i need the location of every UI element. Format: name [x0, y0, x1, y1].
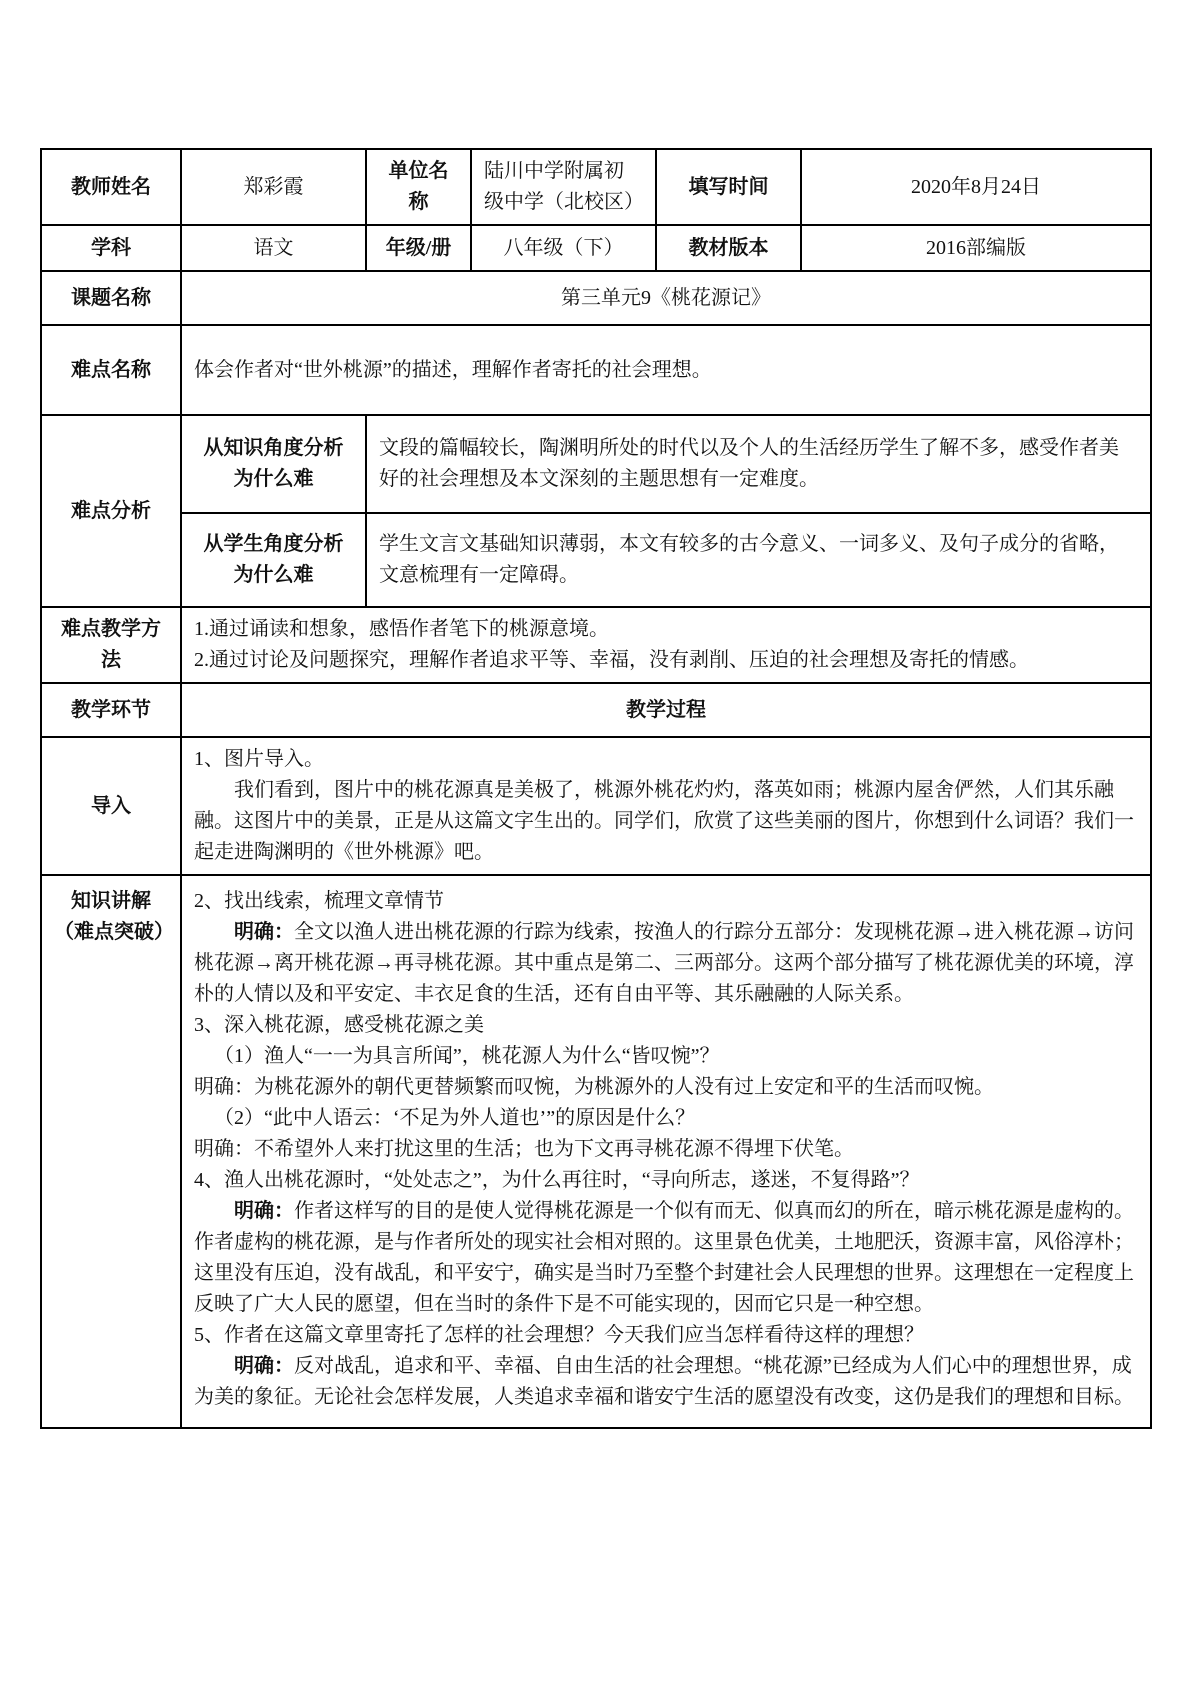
answer-prefix: 明确：	[234, 1355, 294, 1377]
paragraph: 明确：为桃花源外的朝代更替频繁而叹惋，为桃源外的人没有过上安定和平的生活而叹惋。	[194, 1076, 994, 1098]
topic-label: 课题名称	[41, 271, 181, 325]
lesson-plan-table	[40, 148, 1152, 1429]
teacher-name-value: 郑彩霞	[181, 149, 366, 225]
knowledge-label-line2: （难点突破）	[54, 921, 174, 943]
table-row	[41, 607, 1151, 683]
answer-prefix: 明确：	[234, 921, 294, 943]
table-row	[41, 325, 1151, 415]
difficulty-name-label: 难点名称	[41, 325, 181, 415]
knowledge-content	[181, 875, 1151, 1428]
knowledge-label	[41, 875, 181, 1428]
method-item: 1.通过诵读和想象，感悟作者笔下的桃源意境。	[194, 618, 609, 640]
paragraph: 3、深入桃花源，感受桃花源之美	[194, 1014, 484, 1036]
knowledge-angle-value: 文段的篇幅较长，陶渊明所处的时代以及个人的生活经历学生了解不多，感受作者美好的社会理想及本文深刻的主题思想有一定难度。	[366, 415, 1151, 513]
fill-date-label: 填写时间	[656, 149, 801, 225]
paragraph: （1）渔人“一一为具言所闻”，桃花源人为什么“皆叹惋”？	[214, 1045, 720, 1067]
subject-value: 语文	[181, 225, 366, 271]
table-row	[41, 683, 1151, 737]
edition-value: 2016部编版	[801, 225, 1151, 271]
grade-label: 年级/册	[366, 225, 471, 271]
intro-content	[181, 737, 1151, 875]
teaching-method-label: 难点教学方法	[41, 607, 181, 683]
intro-title: 1、图片导入。	[194, 748, 324, 770]
difficulty-analysis-label: 难点分析	[41, 415, 181, 607]
process-title: 教学过程	[181, 683, 1151, 737]
answer-prefix: 明确：	[234, 1200, 294, 1222]
paragraph: 5、作者在这篇文章里寄托了怎样的社会理想？今天我们应当怎样看待这样的理想？	[194, 1324, 924, 1346]
teacher-name-label: 教师姓名	[41, 149, 181, 225]
subject-label: 学科	[41, 225, 181, 271]
paragraph	[194, 1196, 1138, 1320]
method-item: 2.通过讨论及问题探究，理解作者追求平等、幸福，没有剥削、压迫的社会理想及寄托的情感。	[194, 649, 1029, 671]
table-row	[41, 415, 1151, 513]
paragraph: （2）“此中人语云：‘不足为外人道也’”的原因是什么？	[214, 1107, 696, 1129]
unit-name-label: 单位名称	[366, 149, 471, 225]
student-angle-label: 从学生角度分析为什么难	[181, 513, 366, 607]
intro-body: 我们看到，图片中的桃花源真是美极了，桃源外桃花灼灼，落英如雨；桃源内屋舍俨然，人们其乐融融。这图片中的美景，正是从这篇文字生出的。同学们，欣赏了这些美丽的图片，你想到什么词语？我们一起走进陶渊明的《世外桃源》吧。	[194, 779, 1134, 863]
unit-name-value: 陆川中学附属初级中学（北校区）	[471, 149, 656, 225]
topic-value: 第三单元9《桃花源记》	[181, 271, 1151, 325]
teaching-method-content	[181, 607, 1151, 683]
table-row	[41, 225, 1151, 271]
paragraph	[194, 1351, 1138, 1413]
answer-text: 全文以渔人进出桃花源的行踪为线索，按渔人的行踪分五部分：发现桃花源→进入桃花源→访问桃花源→离开桃花源→再寻桃花源。其中重点是第二、三两部分。这两个部分描写了桃花源优美的环境，淳朴的人情以及和平安定、丰衣足食的生活，还有自由平等、其乐融融的人际关系。	[194, 921, 1134, 1005]
paragraph: 明确：不希望外人来打扰这里的生活；也为下文再寻桃花源不得埋下伏笔。	[194, 1138, 854, 1160]
table-row	[41, 875, 1151, 1428]
grade-value: 八年级（下）	[471, 225, 656, 271]
answer-text: 作者这样写的目的是使人觉得桃花源是一个似有而无、似真而幻的所在，暗示桃花源是虚构的。作者虚构的桃花源，是与作者所处的现实社会相对照的。这里景色优美，土地肥沃，资源丰富，风俗淳朴；这里没有压迫，没有战乱，和平安宁，确实是当时乃至整个封建社会人民理想的世界。这理想在一定程度上反映了广大人民的愿望，但在当时的条件下是不可能实现的，因而它只是一种空想。	[194, 1200, 1134, 1315]
table-row	[41, 149, 1151, 225]
paragraph	[194, 917, 1138, 1010]
student-angle-value: 学生文言文基础知识薄弱，本文有较多的古今意义、一词多义、及句子成分的省略，文意梳理有一定障碍。	[366, 513, 1151, 607]
table-row	[41, 513, 1151, 607]
stage-label: 教学环节	[41, 683, 181, 737]
table-row	[41, 737, 1151, 875]
fill-date-value: 2020年8月24日	[801, 149, 1151, 225]
paragraph: 2、找出线索，梳理文章情节	[194, 890, 444, 912]
knowledge-label-line1: 知识讲解	[71, 890, 151, 912]
difficulty-name-value: 体会作者对“世外桃源”的描述，理解作者寄托的社会理想。	[181, 325, 1151, 415]
answer-text: 反对战乱，追求和平、幸福、自由生活的社会理想。“桃花源”已经成为人们心中的理想世界，成为美的象征。无论社会怎样发展，人类追求幸福和谐安宁生活的愿望没有改变，这仍是我们的理想和目标。	[194, 1355, 1134, 1408]
edition-label: 教材版本	[656, 225, 801, 271]
paragraph: 4、渔人出桃花源时，“处处志之”，为什么再往时，“寻向所志，遂迷，不复得路”？	[194, 1169, 920, 1191]
table-row	[41, 271, 1151, 325]
knowledge-angle-label: 从知识角度分析为什么难	[181, 415, 366, 513]
intro-label: 导入	[41, 737, 181, 875]
